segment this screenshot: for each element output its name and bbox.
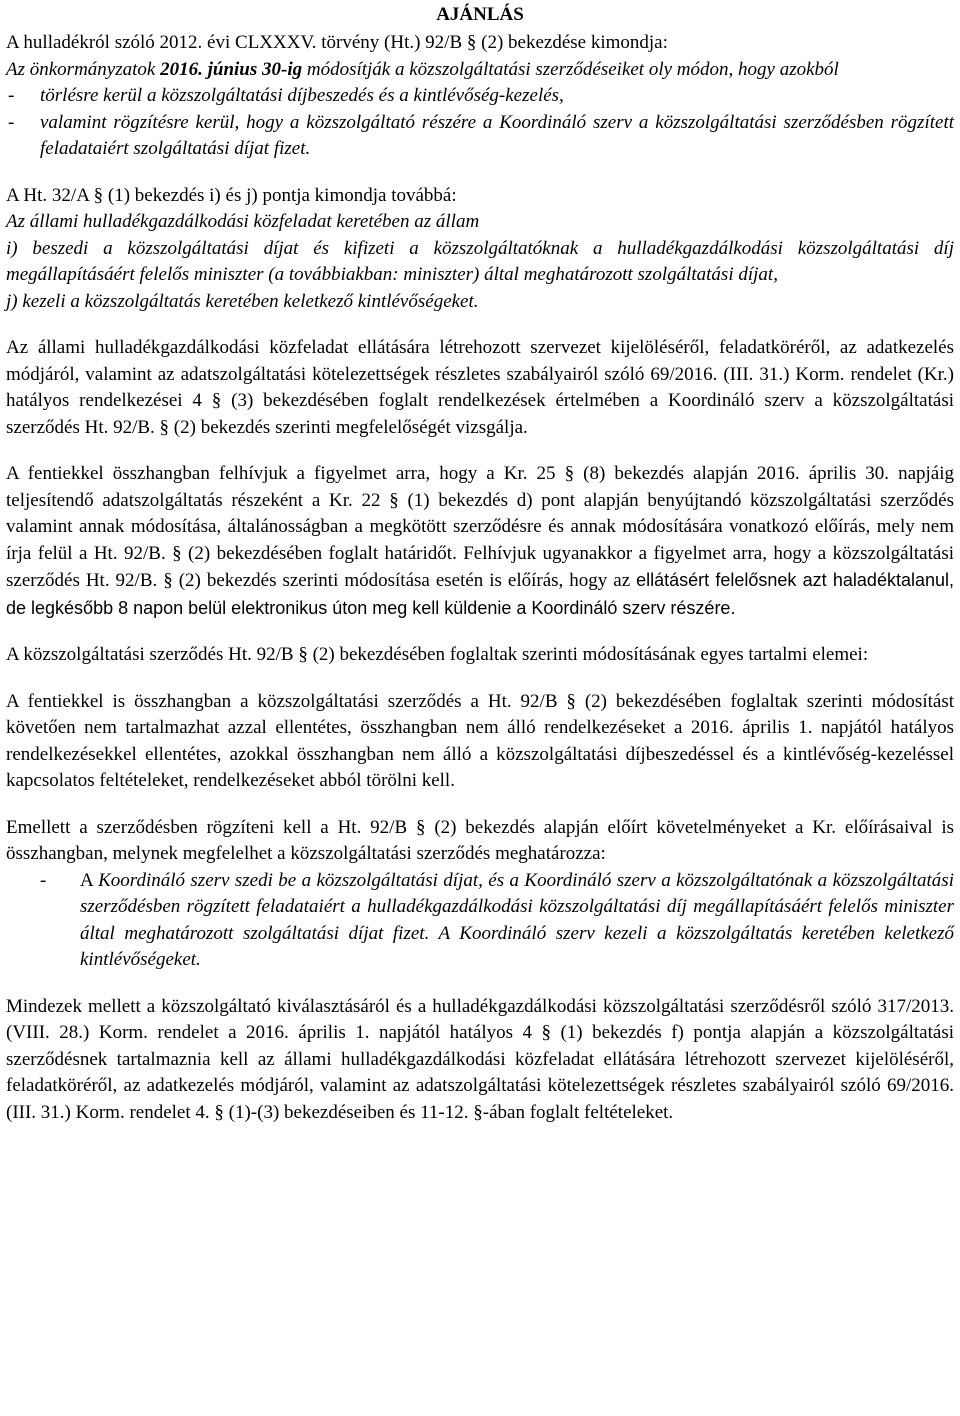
document-title: AJÁNLÁS bbox=[436, 4, 524, 25]
intro-1-quote: Az önkormányzatok 2016. június 30-ig módosítják a közszolgáltatási szerződéseiket oly módon, hogy azokból bbox=[6, 58, 839, 80]
requirements-item: - A Koordináló szerv szedi be a közszolgáltatási díjat, és a Koordináló szerv a közszolgáltatónak a közszolgáltatási szerződésben rögzített feladataiért a hulladékgazdálkodási közszolgáltatási díj megállapításáért felelős miniszter által meghatározott szolgáltatási díjat fizet. A Koordináló szerv kezeli a közszolgáltatás keretében keletkező kintlévőségeket. bbox=[40, 869, 954, 970]
intro-1-line: A hulladékról szóló 2012. évi CLXXXV. törvény (Ht.) 92/B § (2) bekezdése kimondja: bbox=[6, 32, 668, 53]
paragraph-requirements: Emellett a szerződésben rögzíteni kell a Ht. 92/B § (2) bekezdés alapján előírt követelményeket a Kr. előírásaival is összhangban, melynek megfelelhet a közszolgáltatási szerződés meghatározza: bbox=[6, 816, 954, 864]
paragraph-modification: A fentiekkel is összhangban a közszolgáltatási szerződés a Ht. 92/B § (2) bekezdésében foglaltak szerinti módosítást követően nem tartalmazhat azzal ellentétes, összhangban nem álló rendelkezéseket a 2016. április 1. napjától hatályos rendelkezésekkel ellentétes, azokkal összhangban nem álló a közszolgáltatási díjbeszedéssel és a kintlévőség-kezeléssel kapcsolatos feltételeket, rendelkezéseket abból törölni kell. bbox=[6, 690, 954, 791]
intro-2-quote-2: i) beszedi a közszolgáltatási díjat és kifizeti a közszolgáltatóknak a hulladékgazdálkodási közszolgáltatási díj megállapításáért felelős miniszter (a továbbiakban: miniszter) által meghatározott szolgáltatási díjat, bbox=[6, 237, 954, 285]
intro-2-quote-3: j) kezeli a közszolgáltatás keretében keletkező kintlévőségeket. bbox=[6, 290, 479, 312]
intro-2-quote-1: Az állami hulladékgazdálkodási közfeladat keretében az állam bbox=[6, 211, 480, 232]
intro-1-item-1: - törlésre kerül a közszolgáltatási díjbeszedés és a kintlévőség-kezelés, bbox=[8, 85, 564, 106]
paragraph-provider-selection: Mindezek mellett a közszolgáltató kiválasztásáról és a hulladékgazdálkodási közszolgáltatási szerződésről szóló 317/2013. (VIII. 28.) Korm. rendelet a 2016. április 1. napjától hatályos 4 § (1) bekezdés f) pontja alapján a közszolgáltatási szerződésnek tartalmaznia kell az állami hulladékgazdálkodási közfeladat ellátására létrehozott szervezet kijelöléséről, feladatköréről, az adatkezelés módjáról, valamint az adatszolgáltatási kötelezettségek részletes szabályairól szóló 69/2016. (III. 31.) Korm. rendelet 4. § (1)-(3) bekezdéseiben és 11-12. §-ában foglalt feltételeket. bbox=[6, 995, 954, 1123]
paragraph-kr: Az állami hulladékgazdálkodási közfeladat ellátására létrehozott szervezet kijelöléséről, feladatköréről, az adatkezelés módjáról, valamint az adatszolgáltatási kötelezettségek részletes szabályairól szóló 69/2016. (III. 31.) Korm. rendelet (Kr.) hatályos rendelkezései 4 § (3) bekezdésében foglalt rendelkezések értelmében a Koordináló szerv a közszolgáltatási szerződés Ht. 92/B. § (2) bekezdés szerinti megfelelőségét vizsgálja. bbox=[6, 337, 954, 438]
document-page bbox=[6, 0, 954, 1126]
paragraph-deadline: A fentiekkel összhangban felhívjuk a figyelmet arra, hogy a Kr. 25 § (8) bekezdés alapján 2016. április 30. napjáig teljesítendő adatszolgáltatás részeként a Kr. 22 § (1) bekezdés d) pont alapján benyújtandó közszolgáltatási szerződés valamint annak módosítása, általánosságban a megkötött szerződésre és annak módosítására vonatkozó előírás, mely nem írja felül a Ht. 92/B. § (2) bekezdésében foglalt határidőt. Felhívjuk ugyanakkor a figyelmet arra, hogy a közszolgáltatási szerződés Ht. 92/B. § (2) bekezdés szerinti módosítása esetén is előírás, hogy az ellátásért felelősnek azt haladéktalanul, de legkésőbb 8 napon belül elektronikus úton meg kell küldenie a Koordináló szerv részére. bbox=[6, 463, 954, 618]
intro-2-line: A Ht. 32/A § (1) bekezdés i) és j) pontja kimondja továbbá: bbox=[6, 184, 457, 206]
paragraph-content-elements: A közszolgáltatási szerződés Ht. 92/B § (2) bekezdésében foglaltak szerinti módosításának egyes tartalmi elemei: bbox=[6, 644, 869, 665]
intro-1-item-2: - valamint rögzítésre kerül, hogy a közszolgáltató részére a Koordináló szerv a közszolgáltatási szerződésben rögzített feladataiért szolgáltatási díjat fizet. bbox=[8, 111, 954, 159]
